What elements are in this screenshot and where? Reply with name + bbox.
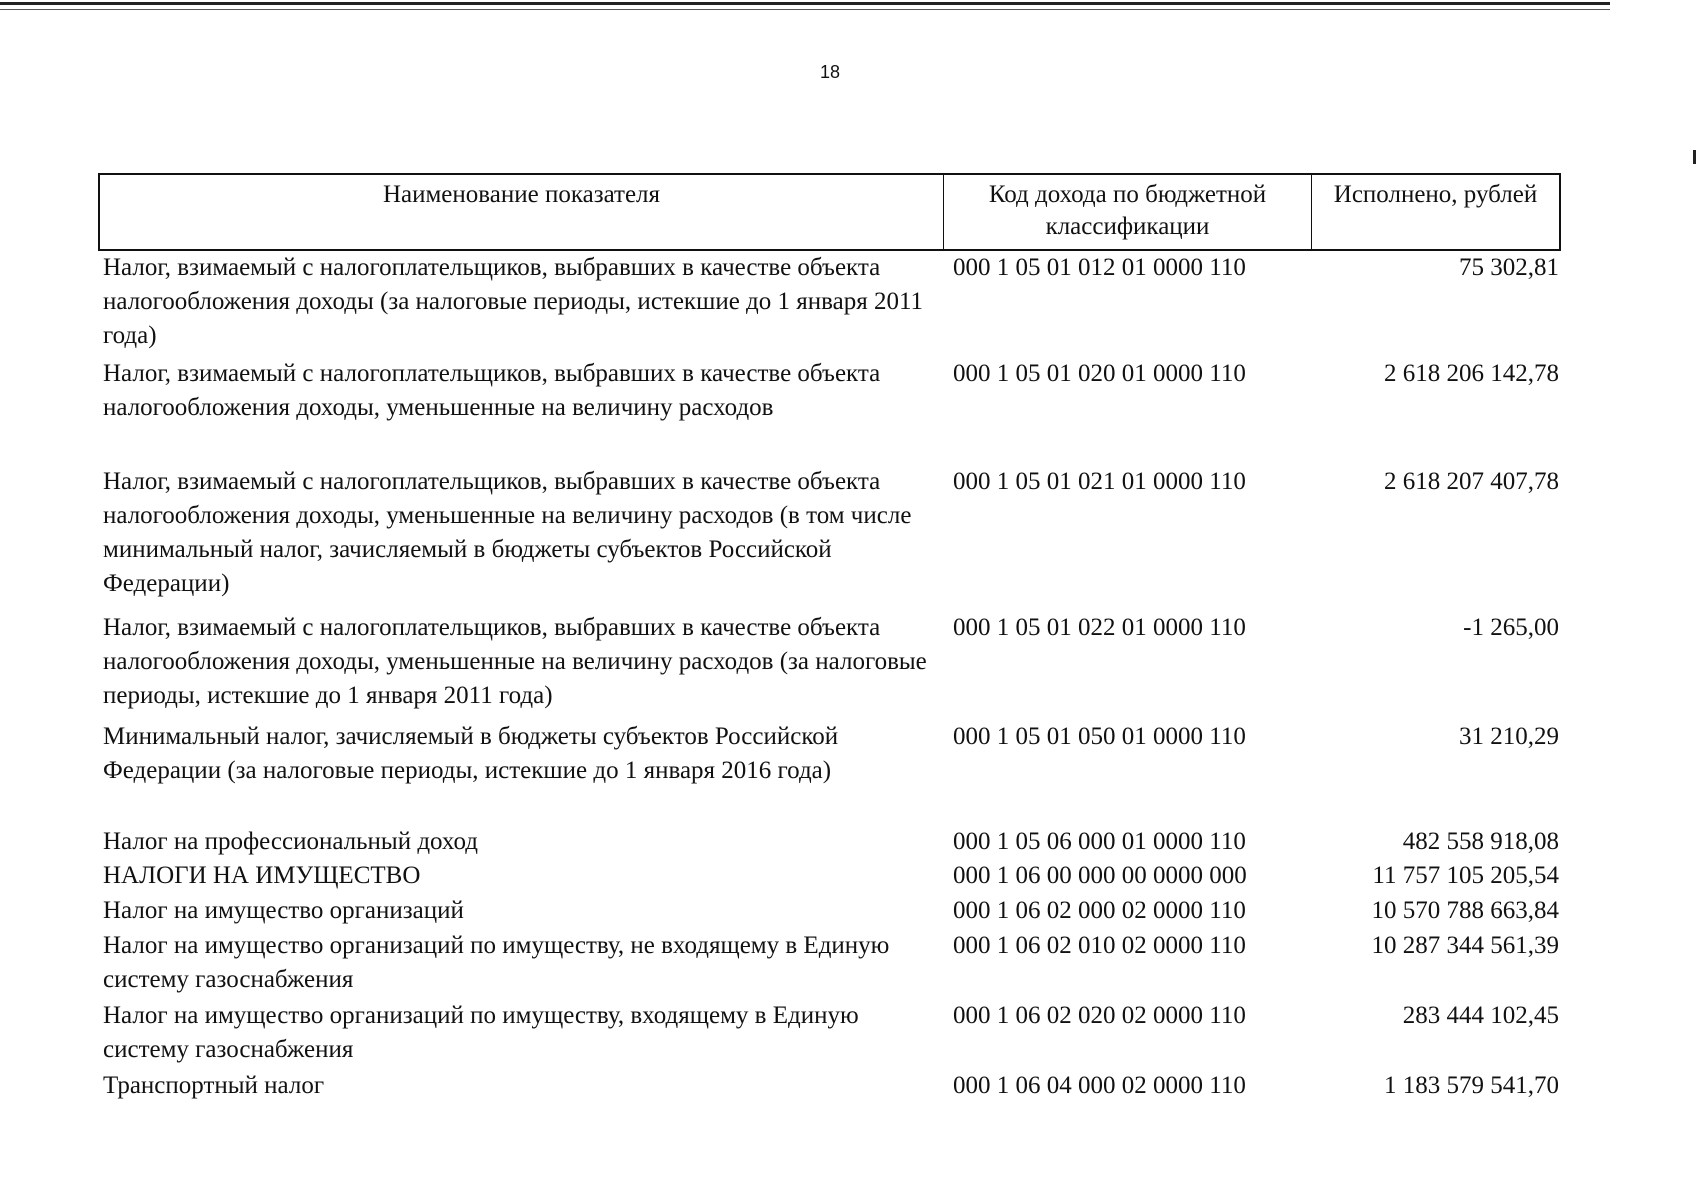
- page-number: 18: [819, 62, 841, 82]
- row-amount: 75 302,81: [1459, 254, 1559, 281]
- table-row: [103, 825, 1561, 859]
- table-row: [103, 929, 1561, 999]
- table-header: [98, 173, 1561, 251]
- row-code: 000 1 05 01 012 01 0000 110: [953, 254, 1246, 281]
- row-name: Налог, взимаемый с налогоплательщиков, выбравших в качестве объекта налогообложения доходы, уменьшенные на величину расходов: [103, 360, 881, 421]
- row-name: Налог, взимаемый с налогоплательщиков, выбравших в качестве объекта налогообложения доходы, уменьшенные на величину расходов (за налоговые периоды, истекшие до 1 января 2011 года): [103, 614, 927, 709]
- row-code: 000 1 06 02 020 02 0000 110: [953, 1002, 1246, 1029]
- row-amount: 31 210,29: [1459, 723, 1559, 750]
- margin-mark: [1693, 150, 1696, 164]
- row-code: 000 1 06 00 000 00 0000 000: [953, 862, 1247, 889]
- table-row: [103, 1069, 1561, 1104]
- row-amount: 2 618 207 407,78: [1384, 468, 1559, 495]
- row-code: 000 1 05 01 050 01 0000 110: [953, 723, 1246, 750]
- row-name: Налог на имущество организаций: [103, 897, 464, 924]
- row-amount: 10 287 344 561,39: [1371, 932, 1559, 959]
- table-row: [103, 611, 1561, 720]
- row-amount: 482 558 918,08: [1402, 828, 1559, 855]
- row-name: НАЛОГИ НА ИМУЩЕСТВО: [103, 862, 421, 889]
- row-amount: -1 265,00: [1463, 614, 1559, 641]
- row-amount: 2 618 206 142,78: [1384, 360, 1559, 387]
- row-name: Транспортный налог: [103, 1072, 325, 1099]
- row-code: 000 1 06 02 000 02 0000 110: [953, 897, 1246, 924]
- row-amount: 1 183 579 541,70: [1384, 1072, 1559, 1099]
- top-rule-thin: [0, 9, 1610, 10]
- row-name: Налог на имущество организаций по имуществу, входящему в Единую систему газоснабжения: [103, 1002, 859, 1063]
- table-row: [103, 894, 1561, 929]
- top-rule: [0, 2, 1610, 5]
- row-code: 000 1 05 06 000 01 0000 110: [953, 828, 1246, 855]
- header-code: Код дохода по бюджетной классификации: [944, 175, 1312, 249]
- row-amount: 10 570 788 663,84: [1371, 897, 1559, 924]
- row-name: Минимальный налог, зачисляемый в бюджеты субъектов Российской Федерации (за налоговые периоды, истекшие до 1 января 2016 года): [103, 723, 839, 784]
- row-amount: 11 757 105 205,54: [1372, 862, 1559, 889]
- row-code: 000 1 05 01 021 01 0000 110: [953, 468, 1246, 495]
- row-code: 000 1 06 04 000 02 0000 110: [953, 1072, 1246, 1099]
- table-row: [103, 465, 1561, 611]
- row-code: 000 1 06 02 010 02 0000 110: [953, 932, 1246, 959]
- table-row: [103, 357, 1561, 465]
- row-code: 000 1 05 01 022 01 0000 110: [953, 614, 1246, 641]
- row-name: Налог на имущество организаций по имуществу, не входящему в Единую систему газоснабжения: [103, 932, 890, 993]
- table-body: [103, 251, 1561, 1104]
- header-amount: Исполнено, рублей: [1333, 181, 1538, 208]
- table-row: [103, 251, 1561, 357]
- row-name: Налог, взимаемый с налогоплательщиков, выбравших в качестве объекта налогообложения доходы (за налоговые периоды, истекшие до 1 января 2011 года): [103, 254, 924, 349]
- row-name: Налог, взимаемый с налогоплательщиков, выбравших в качестве объекта налогообложения доходы, уменьшенные на величину расходов (в том числе минимальный налог, зачисляемый в бюджеты субъектов Российской Федерации): [103, 468, 912, 597]
- table-row: [103, 999, 1561, 1069]
- row-name: Налог на профессиональный доход: [103, 828, 478, 855]
- table-row: [103, 720, 1561, 825]
- table-row: [103, 859, 1561, 894]
- row-code: 000 1 05 01 020 01 0000 110: [953, 360, 1246, 387]
- header-name: Наименование показателя: [100, 175, 944, 249]
- row-amount: 283 444 102,45: [1402, 1002, 1559, 1029]
